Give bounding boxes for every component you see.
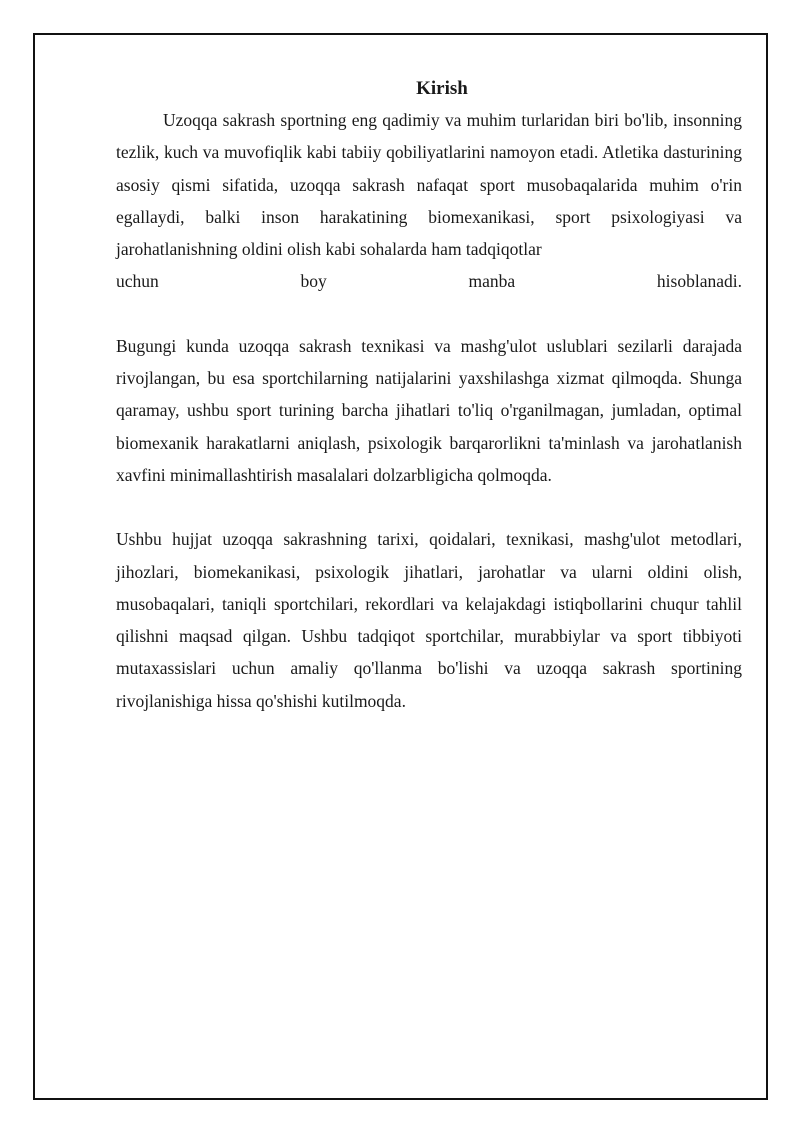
paragraph-spacer (116, 298, 742, 330)
intro-paragraph-1-last-line: uchun boy manba hisoblanadi. (116, 271, 742, 292)
intro-paragraph-1 (116, 104, 742, 298)
paragraph-spacer (116, 491, 742, 523)
document-body (116, 74, 742, 717)
intro-paragraph-3: Ushbu hujjat uzoqqa sakrashning tarixi, qoidalari, texnikasi, mashg'ulot metodlari, jihozlari, biomekanikasi, psixologik jihatlari, jarohatlar va ularni oldini olish, musobaqalari, taniqli sportchilari, rekordlari va kelajakdagi istiqbollarini chuqur tahlil qilishni maqsad qilgan. Ushbu tadqiqot sportchilar, murabbiylar va sport tibbiyoti mutaxassislari uchun amaliy qo'llanma bo'lishi va uzoqqa sakrash sportining rivojlanishiga hissa qo'shishi kutilmoqda. (116, 529, 742, 711)
document-title: Kirish (416, 78, 468, 99)
intro-paragraph-2: Bugungi kunda uzoqqa sakrash texnikasi va mashg'ulot uslublari sezilarli darajada rivojlangan, bu esa sportchilarning natijalarini yaxshilashga xizmat qilmoqda. Shunga qaramay, ushbu sport turining barcha jihatlari to'liq o'rganilmagan, jumladan, optimal biomexanik harakatlarni aniqlash, psixologik barqarorlikni ta'minlash va jarohatlanish xavfini minimallashtirish masalalari dolzarbligicha qolmoqda. (116, 335, 742, 485)
intro-paragraph-1-text: Uzoqqa sakrash sportning eng qadimiy va muhim turlaridan biri bo'lib, insonning tezlik, kuch va muvofiqlik kabi tabiiy qobiliyatlarini namoyon etadi. Atletika dasturining asosiy qismi sifatida, uzoqqa sakrash nafaqat sport musobaqalarida muhim o'rin egallaydi, balki inson harakatining biomexanikasi, sport psixologiyasi va jarohatlanishning oldini olish kabi sohalarda ham tadqiqotlar (116, 110, 742, 260)
